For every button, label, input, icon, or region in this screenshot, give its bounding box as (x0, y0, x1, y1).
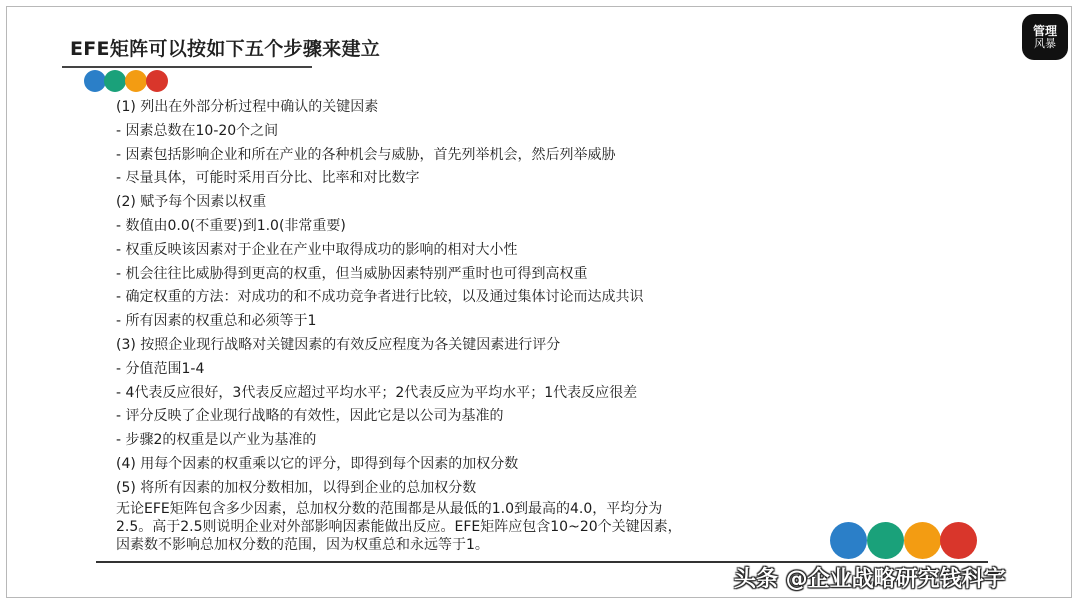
list-item: - 因素总数在10-20个之间 (116, 122, 279, 139)
orange-dot (904, 522, 941, 559)
list-item: - 确定权重的方法：对成功的和不成功竞争者进行比较，以及通过集体讨论而达成共识 (116, 289, 644, 306)
list-item: (3) 按照企业现行战略对关键因素的有效反应程度为各关键因素进行评分 (116, 336, 561, 353)
blue-dot (830, 522, 867, 559)
orange-dot (125, 70, 147, 92)
summary-line: 因素数不影响总加权分数的范围，因为权重总和永远等于1。 (116, 537, 489, 553)
list-item: (2) 赋予每个因素以权重 (116, 194, 267, 211)
watermark: 头条 @企业战略研究钱科宇 (734, 567, 1006, 592)
list-item: - 数值由0.0(不重要)到1.0(非常重要) (116, 217, 346, 234)
logo-text-line1: 管理 (1032, 23, 1057, 38)
slide-title: EFE矩阵可以按如下五个步骤来建立 (70, 38, 381, 60)
list-item: (5) 将所有因素的加权分数相加，以得到企业的总加权分数 (116, 479, 477, 496)
list-item: - 步骤2的权重是以产业为基准的 (116, 432, 317, 449)
steps-list (116, 96, 836, 501)
summary-paragraph (116, 500, 828, 554)
list-item: - 权重反映该因素对于企业在产业中取得成功的影响的相对大小性 (116, 241, 518, 258)
list-item: - 因素包括影响企业和所在产业的各种机会与威胁，首先列举机会，然后列举威胁 (116, 146, 616, 163)
red-dot (146, 70, 168, 92)
green-dot (104, 70, 126, 92)
list-item: - 评分反映了企业现行战略的有效性，因此它是以公司为基准的 (116, 408, 504, 425)
list-item: - 分值范围1-4 (116, 360, 205, 377)
summary-line: 2.5。高于2.5则说明企业对外部影响因素能做出反应。EFE矩阵应包含10~20个关键因素， (116, 519, 682, 535)
title-underline (62, 66, 312, 68)
summary-line: 无论EFE矩阵包含多少因素，总加权分数的范围都是从最低的1.0到最高的4.0，平均分为 (116, 501, 663, 517)
red-dot (940, 522, 977, 559)
blue-dot (84, 70, 106, 92)
green-dot (867, 522, 904, 559)
logo-text-line2: 风暴 (1034, 36, 1056, 50)
list-item: - 机会往往比威胁得到更高的权重，但当威胁因素特别严重时也可得到高权重 (116, 265, 588, 282)
list-item: - 尽量具体，可能时采用百分比、比率和对比数字 (116, 170, 420, 187)
list-item: - 4代表反应很好，3代表反应超过平均水平；2代表反应为平均水平；1代表反应很差 (116, 384, 638, 401)
brand-logo (1022, 14, 1068, 60)
list-item: - 所有因素的权重总和必须等于1 (116, 313, 317, 330)
list-item: (4) 用每个因素的权重乘以它的评分，即得到每个因素的加权分数 (116, 455, 519, 472)
list-item: (1) 列出在外部分析过程中确认的关键因素 (116, 99, 379, 115)
